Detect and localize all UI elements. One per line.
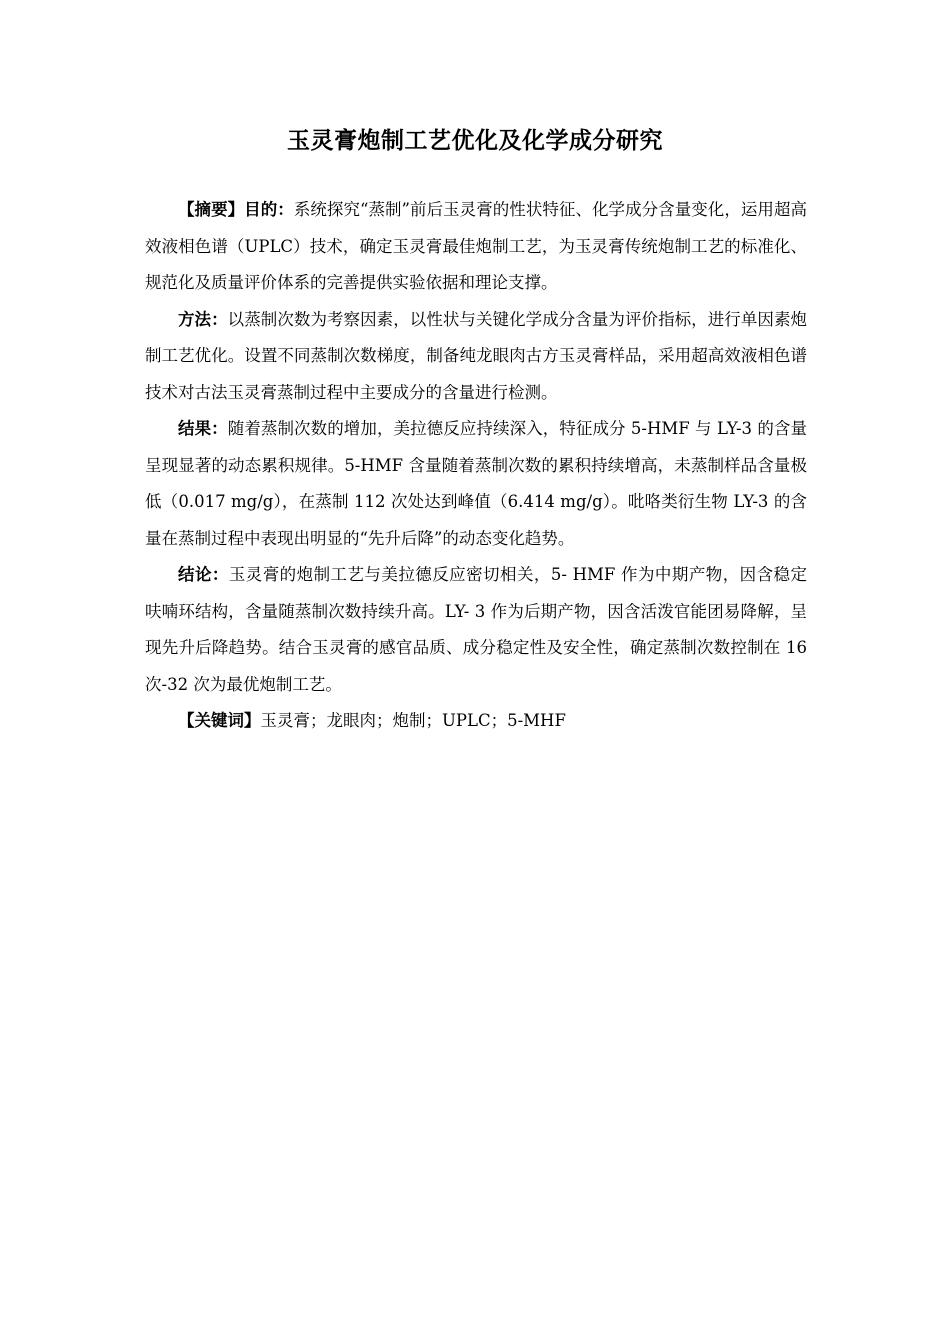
- document-title: 玉灵膏炮制工艺优化及化学成分研究: [287, 128, 663, 154]
- methods-text: 以蒸制次数为考察因素，以性状与关键化学成分含量为评价指标，进行单因素炮制工艺优化。设置不同蒸制次数梯度，制备纯龙眼肉古方玉灵膏样品，采用超高效液相色谱技术对古法玉灵膏蒸制过程中主要成分的含量进行检测。: [145, 309, 808, 402]
- methods-paragraph: [145, 302, 807, 412]
- keywords-text: 玉灵膏；龙眼肉；炮制；UPLC；5-MHF: [260, 711, 566, 730]
- keywords-paragraph: [145, 703, 807, 740]
- keywords-label: 【关键词】: [178, 711, 261, 730]
- objective-paragraph: [145, 192, 807, 302]
- abstract-label: 【摘要】: [178, 200, 245, 219]
- results-paragraph: [145, 411, 807, 557]
- conclusion-text: 玉灵膏的炮制工艺与美拉德反应密切相关，5- HMF 作为中期产物，因含稳定呋喃环结构，含量随蒸制次数持续升高。LY- 3 作为后期产物，因含活泼官能团易降解，呈现先升后降趋势。结合玉灵膏的感官品质、成分稳定性及安全性，确定蒸制次数控制在 16 次-32 次为最优炮制工艺。: [145, 565, 808, 694]
- conclusion-paragraph: [145, 557, 807, 703]
- conclusion-label: 结论：: [178, 565, 229, 584]
- abstract-section: [145, 192, 807, 740]
- objective-text: 系统探究“蒸制”前后玉灵膏的性状特征、化学成分含量变化，运用超高效液相色谱（UPLC）技术，确定玉灵膏最佳炮制工艺，为玉灵膏传统炮制工艺的标准化、规范化及质量评价体系的完善提供实验依据和理论支撑。: [145, 200, 808, 292]
- objective-label: 目的：: [244, 200, 294, 219]
- results-text: 随着蒸制次数的增加，美拉德反应持续深入，特征成分 5-HMF 与 LY-3 的含量呈现显著的动态累积规律。5-HMF 含量随着蒸制次数的累积持续增高，未蒸制样品含量极低（0.017 mg/g），在蒸制 112 次处达到峰值（6.414 mg/g）。吡咯类衍生物 LY-3 的含量在蒸制过程中表现出明显的“先升后降”的动态变化趋势。: [145, 419, 807, 548]
- results-label: 结果：: [178, 419, 228, 438]
- methods-label: 方法：: [178, 309, 228, 329]
